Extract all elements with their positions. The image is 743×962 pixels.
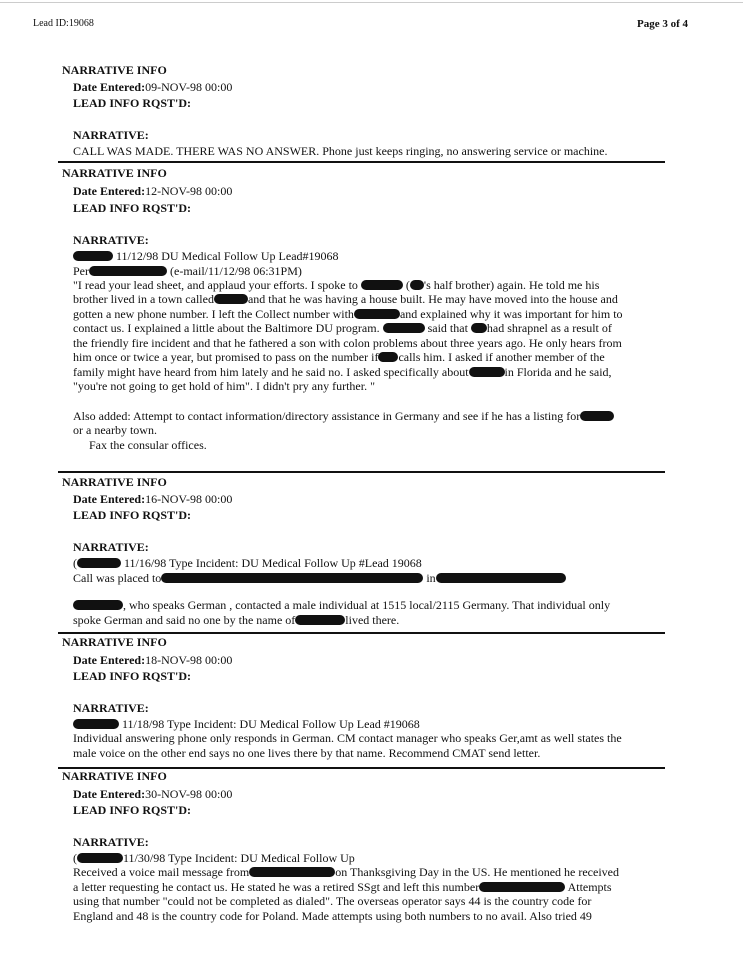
narrative-info-heading: NARRATIVE INFO — [62, 769, 167, 783]
date-entered: Date Entered:09-NOV-98 00:00 — [73, 80, 233, 94]
redaction-block — [249, 867, 335, 877]
redaction-block — [471, 323, 487, 333]
redaction-block — [89, 266, 167, 276]
narrative-line: "you're not going to get hold of him". I didn't pry any further. " — [73, 379, 375, 393]
redaction-block — [436, 573, 566, 583]
redaction-block — [378, 352, 398, 362]
narrative-info-heading: NARRATIVE INFO — [62, 635, 167, 649]
narrative-line: family might have heard from him lately and he said no. I asked specifically about in Florida and he said, — [73, 365, 612, 379]
redaction-block — [410, 280, 424, 290]
narrative-line: Fax the consular offices. — [89, 438, 207, 452]
redaction-block — [73, 719, 119, 729]
narrative-line: him once or twice a year, but promised to pass on the number if calls him. I asked if another member of the — [73, 350, 605, 364]
narrative-line: Individual answering phone only responds in German. CM contact manager who speaks Ger,amt as well states the — [73, 731, 622, 745]
narrative-line: Per (e-mail/11/12/98 06:31PM) — [73, 264, 302, 278]
redaction-block — [73, 600, 123, 610]
date-entered: Date Entered:18-NOV-98 00:00 — [73, 653, 233, 667]
redaction-block — [161, 573, 423, 583]
lead-info-label: LEAD INFO RQST'D: — [73, 803, 192, 817]
narrative-label: NARRATIVE: — [73, 540, 149, 554]
section-divider — [58, 161, 665, 163]
narrative-line: spoke German and said no one by the name of lived there. — [73, 613, 400, 627]
narrative-line: ( 11/30/98 Type Incident: DU Medical Follow Up — [73, 851, 355, 865]
lead-info-label: LEAD INFO RQST'D: — [73, 201, 192, 215]
redaction-block — [77, 853, 123, 863]
narrative-line: 11/18/98 Type Incident: DU Medical Follow Up Lead #19068 — [73, 717, 420, 732]
narrative-text: CALL WAS MADE. THERE WAS NO ANSWER. Phone just keeps ringing, no answering service or machine. — [73, 144, 608, 158]
date-entered: Date Entered:12-NOV-98 00:00 — [73, 184, 233, 198]
redaction-block — [469, 367, 505, 377]
lead-info-label: LEAD INFO RQST'D: — [73, 669, 192, 683]
narrative-info-heading: NARRATIVE INFO — [62, 166, 167, 180]
narrative-line: Also added: Attempt to contact information/directory assistance in Germany and see if he has a listing for — [73, 409, 614, 424]
narrative-line: male voice on the other end says no one lives there by that name. Recommend CMAT send letter. — [73, 746, 541, 760]
narrative-line: 11/12/98 DU Medical Follow Up Lead#19068 — [73, 249, 339, 264]
lead-info-label: LEAD INFO RQST'D: — [73, 508, 192, 522]
date-entered: Date Entered:30-NOV-98 00:00 — [73, 787, 233, 801]
narrative-label: NARRATIVE: — [73, 701, 149, 715]
date-entered: Date Entered:16-NOV-98 00:00 — [73, 492, 233, 506]
narrative-line: brother lived in a town called and that he was having a house built. He may have moved into the house and — [73, 292, 618, 306]
narrative-line: or a nearby town. — [73, 423, 157, 437]
redaction-block — [295, 615, 345, 625]
narrative-line: Call was placed to in — [73, 571, 566, 586]
redaction-block — [361, 280, 403, 290]
narrative-label: NARRATIVE: — [73, 233, 149, 247]
narrative-line: "I read your lead sheet, and applaud your efforts. I spoke to ( 's half brother) again. He told me his — [73, 278, 600, 292]
narrative-line: England and 48 is the country code for Poland. Made attempts using both numbers to no avail. Also tried 49 — [73, 909, 592, 923]
section-divider — [58, 471, 665, 473]
redaction-block — [383, 323, 425, 333]
narrative-line: , who speaks German , contacted a male individual at 1515 local/2115 Germany. That individual only — [73, 598, 610, 613]
page-number: Page 3 of 4 — [637, 18, 689, 30]
section-divider — [58, 632, 665, 634]
redaction-block — [77, 558, 121, 568]
narrative-label: NARRATIVE: — [73, 835, 149, 849]
narrative-line: contact us. I explained a little about the Baltimore DU program. said that had shrapnel as a result of — [73, 321, 612, 335]
redaction-block — [580, 411, 614, 421]
top-scan-line — [0, 2, 743, 3]
lead-id: Lead ID:19068 — [33, 18, 94, 29]
narrative-line: a letter requesting he contact us. He stated he was a retired SSgt and left this number Attempts — [73, 880, 612, 894]
narrative-line: the friendly fire incident and that he fathered a son with colon problems about three years ago. He only hears from — [73, 336, 622, 350]
narrative-line: gotten a new phone number. I left the Collect number with and explained why it was important for him to — [73, 307, 623, 321]
narrative-label: NARRATIVE: — [73, 128, 149, 142]
lead-info-label: LEAD INFO RQST'D: — [73, 96, 192, 110]
redaction-block — [73, 251, 113, 261]
redaction-block — [479, 882, 565, 892]
narrative-line: using that number "could not be completed as dialed". The overseas operator says 44 is the country code for — [73, 894, 592, 908]
narrative-line: Received a voice mail message from on Thanksgiving Day in the US. He mentioned he received — [73, 865, 619, 879]
redaction-block — [354, 309, 400, 319]
narrative-info-heading: NARRATIVE INFO — [62, 475, 167, 489]
narrative-line: ( 11/16/98 Type Incident: DU Medical Follow Up #Lead 19068 — [73, 556, 422, 570]
narrative-info-heading: NARRATIVE INFO — [62, 63, 167, 77]
redaction-block — [214, 294, 248, 304]
